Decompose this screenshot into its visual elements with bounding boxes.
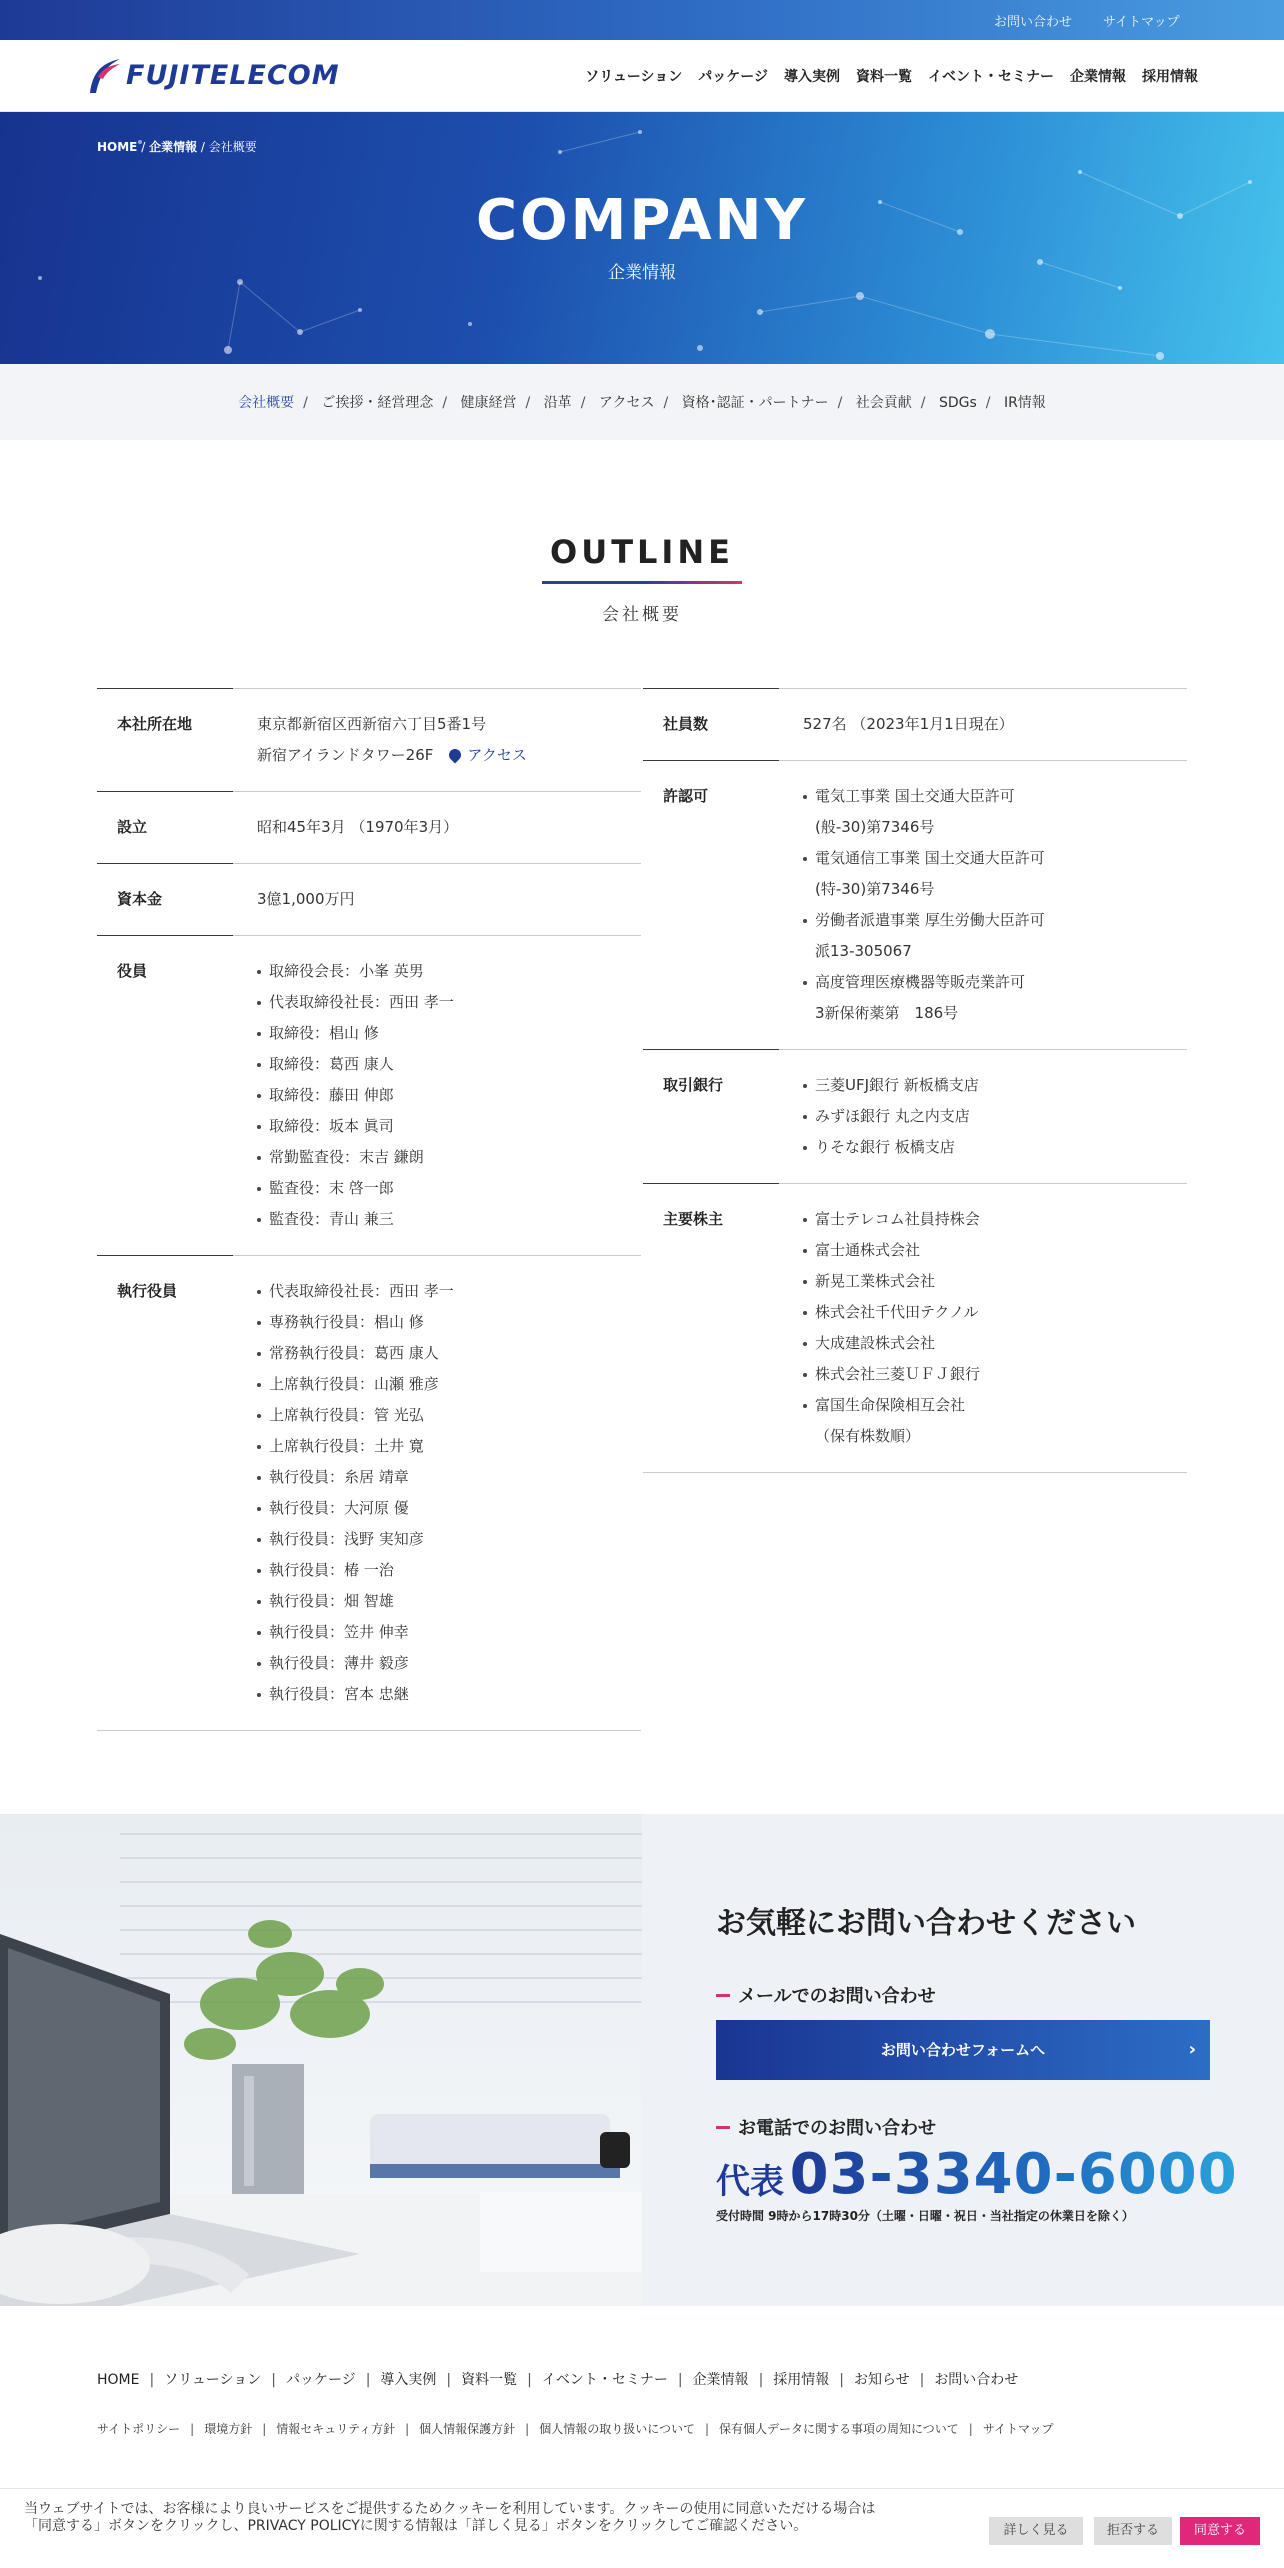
officer-list: [257, 956, 454, 1235]
separator: |: [405, 2422, 410, 2436]
row-value: [233, 689, 527, 791]
list-item: 労働者派遣事業 厚生労働大臣許可 派13-305067: [803, 905, 1045, 967]
subnav-sdgs[interactable]: SDGs: [938, 395, 977, 411]
contact-link[interactable]: お問い合わせ: [994, 15, 1073, 30]
row-established: [97, 792, 641, 864]
footer-link[interactable]: ソリューション: [164, 2372, 262, 2388]
nav-recruit[interactable]: 採用情報: [1142, 69, 1198, 85]
footer-link[interactable]: サイトポリシー: [97, 2422, 181, 2436]
section-subtitle: 会社概要: [602, 605, 682, 625]
list-item: 取締役会長：小峯 英男: [257, 956, 454, 987]
list-item: 常務執行役員：葛西 康人: [257, 1338, 454, 1369]
hero-banner: [0, 112, 1284, 364]
list-item: 新晃工業株式会社: [803, 1266, 980, 1297]
list-item: 執行役員：笠井 伸幸: [257, 1617, 454, 1648]
list-item: 三菱UFJ銀行 新板橋支店: [803, 1070, 979, 1101]
footer-link[interactable]: 資料一覧: [461, 2372, 518, 2388]
breadcrumb: [97, 138, 257, 155]
row-executive-officers: [97, 1256, 641, 1731]
cookie-banner: [0, 2488, 1284, 2568]
main-nav: [569, 66, 1198, 86]
footer-link[interactable]: 情報セキュリティ方針: [276, 2422, 396, 2436]
footer-link[interactable]: 採用情報: [773, 2372, 830, 2388]
list-item: みずほ銀行 丸之内支店: [803, 1101, 979, 1132]
row-banks: [643, 1050, 1187, 1184]
executive-list: [257, 1276, 454, 1710]
outline-table-left: [97, 688, 641, 1731]
list-item: 執行役員：糸居 靖章: [257, 1462, 454, 1493]
site-header: [0, 40, 1284, 112]
list-item: 執行役員：椿 一治: [257, 1555, 454, 1586]
separator: |: [704, 2422, 710, 2436]
access-link[interactable]: アクセス: [467, 746, 527, 764]
subnav-health[interactable]: 健康経営: [460, 395, 517, 411]
contact-title: お気軽にお問い合わせください: [716, 1906, 1136, 1941]
row-label: 許認可: [663, 787, 709, 805]
row-headquarters: [97, 688, 641, 792]
bank-list: [803, 1070, 979, 1163]
row-label: 設立: [117, 818, 148, 836]
list-item: 取締役：椙山 修: [257, 1018, 454, 1049]
footer-link[interactable]: 保有個人データに関する事項の周知について: [719, 2422, 959, 2436]
mail-heading: メールでのお問い合わせ: [716, 1982, 936, 2008]
separator: |: [839, 2372, 844, 2388]
subnav-history[interactable]: 沿革: [543, 395, 572, 411]
separator: |: [919, 2372, 925, 2388]
list-item: 執行役員：宮本 忠継: [257, 1679, 454, 1710]
footer-policy-links: [97, 2418, 1177, 2440]
cookie-reject-button[interactable]: 拒否する: [1094, 2517, 1172, 2545]
footer-link[interactable]: 個人情報の取り扱いについて: [539, 2422, 695, 2436]
subnav-csr[interactable]: 社会貢献: [855, 395, 912, 411]
separator: |: [365, 2372, 371, 2388]
separator: |: [262, 2422, 267, 2436]
footer-link[interactable]: パッケージ: [285, 2372, 356, 2388]
row-officers: [97, 936, 641, 1256]
page-title: COMPANY: [475, 188, 809, 253]
row-value: 527名 （2023年1月1日現在）: [803, 715, 1014, 733]
row-label: 主要株主: [663, 1210, 724, 1228]
list-item: りそな銀行 板橋支店: [803, 1132, 979, 1163]
list-item: 電気通信工事業 国土交通大臣許可 (特-30)第7346号: [803, 843, 1045, 905]
nav-company[interactable]: 企業情報: [1070, 69, 1126, 85]
list-item: 電気工事業 国土交通大臣許可 (般-30)第7346号: [803, 781, 1045, 843]
top-utility-bar: [0, 0, 1284, 40]
footer-link[interactable]: 企業情報: [692, 2372, 749, 2388]
logo-text: FUJITELECOM: [126, 59, 340, 91]
footer-link[interactable]: 環境方針: [204, 2422, 253, 2436]
row-value: 3億1,000万円: [257, 890, 355, 908]
list-item: 執行役員：薄井 毅彦: [257, 1648, 454, 1679]
footer-nav: [97, 2369, 1018, 2389]
list-item: 専務執行役員：椙山 修: [257, 1307, 454, 1338]
nav-events[interactable]: イベント・セミナー: [928, 69, 1054, 85]
address-line: 東京都新宿区西新宿六丁目5番1号: [257, 715, 487, 733]
phone-prefix: 代表: [716, 2162, 784, 2202]
subnav-certifications[interactable]: 資格･認証・パートナー: [681, 395, 829, 411]
business-hours: 受付時間 9時から17時30分（土曜・日曜・祝日・当社指定の休業日を除く）: [716, 2209, 1134, 2223]
breadcrumb-separator: /: [141, 140, 150, 154]
list-item: 上席執行役員：管 光弘: [257, 1400, 454, 1431]
phone-digits: 03-3340-6000: [789, 2142, 1238, 2207]
row-label: 執行役員: [117, 1282, 178, 1300]
phone-number[interactable]: [716, 2142, 1238, 2207]
row-licenses: [643, 761, 1187, 1050]
list-item: 取締役：藤田 伸郎: [257, 1080, 454, 1111]
separator: |: [149, 2372, 155, 2388]
list-item: 執行役員：畑 智雄: [257, 1586, 454, 1617]
footer-link[interactable]: 導入実例: [380, 2372, 437, 2388]
list-item: 株式会社三菱ＵＦＪ銀行: [803, 1359, 980, 1390]
row-label: 取引銀行: [663, 1076, 724, 1094]
footer-link[interactable]: イベント・セミナー: [541, 2372, 668, 2388]
breadcrumb-current: 会社概要: [208, 140, 257, 154]
nav-documents[interactable]: 資料一覧: [856, 69, 912, 85]
list-item: 株式会社千代田テクノル: [803, 1297, 980, 1328]
contact-form-button[interactable]: [716, 2020, 1210, 2080]
license-list: [803, 781, 1045, 1029]
row-label: 社員数: [663, 715, 709, 733]
list-item: 監査役：青山 兼三: [257, 1204, 454, 1235]
separator: |: [968, 2422, 973, 2436]
section-title-underline: [542, 581, 742, 584]
separator: |: [271, 2372, 276, 2388]
breadcrumb-company[interactable]: 企業情報: [149, 140, 198, 154]
contact-form-button-label: お問い合わせフォームへ: [880, 2041, 1046, 2059]
chevron-right-icon: ›: [1188, 2039, 1196, 2060]
row-capital: [97, 864, 641, 936]
contact-section: [0, 1814, 1284, 2306]
cookie-accept-button[interactable]: 同意する: [1180, 2517, 1260, 2545]
breadcrumb-home[interactable]: HOME: [97, 140, 138, 154]
section-title: OUTLINE: [550, 533, 734, 571]
nav-case-studies[interactable]: 導入実例: [784, 69, 840, 85]
list-item: 執行役員：浅野 実知彦: [257, 1524, 454, 1555]
list-item: 高度管理医療機器等販売業許可 3新保術薬第 186号: [803, 967, 1045, 1029]
separator: |: [677, 2372, 683, 2388]
page-subtitle: 企業情報: [608, 263, 676, 283]
row-label: 役員: [117, 962, 148, 980]
separator: |: [525, 2422, 530, 2436]
shareholder-list: [803, 1204, 980, 1452]
separator: |: [758, 2372, 764, 2388]
list-item: 常勤監査役：末吉 鎌朗: [257, 1142, 454, 1173]
footer-link[interactable]: お知らせ: [854, 2372, 910, 2388]
list-item: 代表取締役社長：西田 孝一: [257, 1276, 454, 1307]
outline-table-right: [643, 688, 1187, 1473]
cookie-details-button[interactable]: 詳しく見る: [989, 2517, 1083, 2545]
nav-solutions[interactable]: ソリューション: [585, 69, 683, 85]
list-item: 富士通株式会社: [803, 1235, 980, 1266]
subnav-greeting[interactable]: ご挨拶・経営理念: [321, 395, 434, 411]
separator: |: [446, 2372, 452, 2388]
company-subnav: 会社概要 / ご挨拶・経営理念 / 健康経営 / 沿革 / アクセス / 資格･認証・パートナー / 社会貢献 / SDGs / IR情報: [0, 364, 1284, 440]
breadcrumb-separator: /: [200, 140, 209, 154]
phone-heading: お電話でのお問い合わせ: [716, 2114, 936, 2140]
list-item: 上席執行役員：土井 寛: [257, 1431, 454, 1462]
office-desk-illustration: [0, 1814, 642, 2306]
list-item: 大成建設株式会社: [803, 1328, 980, 1359]
list-item: 代表取締役社長：西田 孝一: [257, 987, 454, 1018]
sitemap-link[interactable]: サイトマップ: [1103, 15, 1180, 30]
cookie-message: 当ウェブサイトでは、お客様により良いサービスをご提供するためクッキーを利用しています。クッキーの使用に同意いただける場合は「同意する」ボタンをクリックし、PRIVACY POLICYに関する情報は「詳しく見る」ボタンをクリックしてご確認ください。: [24, 2501, 876, 2534]
separator: |: [190, 2422, 195, 2436]
footer-link[interactable]: お問い合わせ: [934, 2372, 1019, 2388]
map-pin-icon: [447, 747, 464, 764]
nav-packages[interactable]: パッケージ: [698, 69, 768, 85]
row-shareholders: [643, 1184, 1187, 1473]
list-item: 富士テレコム社員持株会: [803, 1204, 980, 1235]
subnav-ir[interactable]: IR情報: [1003, 395, 1046, 411]
separator: |: [527, 2372, 532, 2388]
office-desk-photo: [0, 1814, 642, 2306]
row-label: 本社所在地: [117, 715, 193, 733]
list-item: 監査役：末 啓一郎: [257, 1173, 454, 1204]
list-item: 取締役：葛西 康人: [257, 1049, 454, 1080]
subnav-outline[interactable]: 会社概要: [238, 395, 295, 411]
logo[interactable]: [86, 52, 340, 98]
footer-link[interactable]: サイトマップ: [982, 2422, 1054, 2436]
row-value: 昭和45年3月 （1970年3月）: [257, 818, 459, 836]
list-item: 富国生命保険相互会社 （保有株数順）: [803, 1390, 980, 1452]
address-line: 新宿アイランドタワー26F: [257, 746, 434, 764]
list-item: 執行役員：大河原 優: [257, 1493, 454, 1524]
list-item: 取締役：坂本 眞司: [257, 1111, 454, 1142]
list-item: 上席執行役員：山瀬 雅彦: [257, 1369, 454, 1400]
subnav-access[interactable]: アクセス: [598, 395, 655, 411]
footer-link[interactable]: 個人情報保護方針: [419, 2422, 516, 2436]
row-label: 資本金: [117, 890, 163, 908]
logo-mark-icon: [86, 55, 122, 95]
footer-link[interactable]: HOME: [97, 2372, 140, 2388]
row-employees: [643, 688, 1187, 761]
